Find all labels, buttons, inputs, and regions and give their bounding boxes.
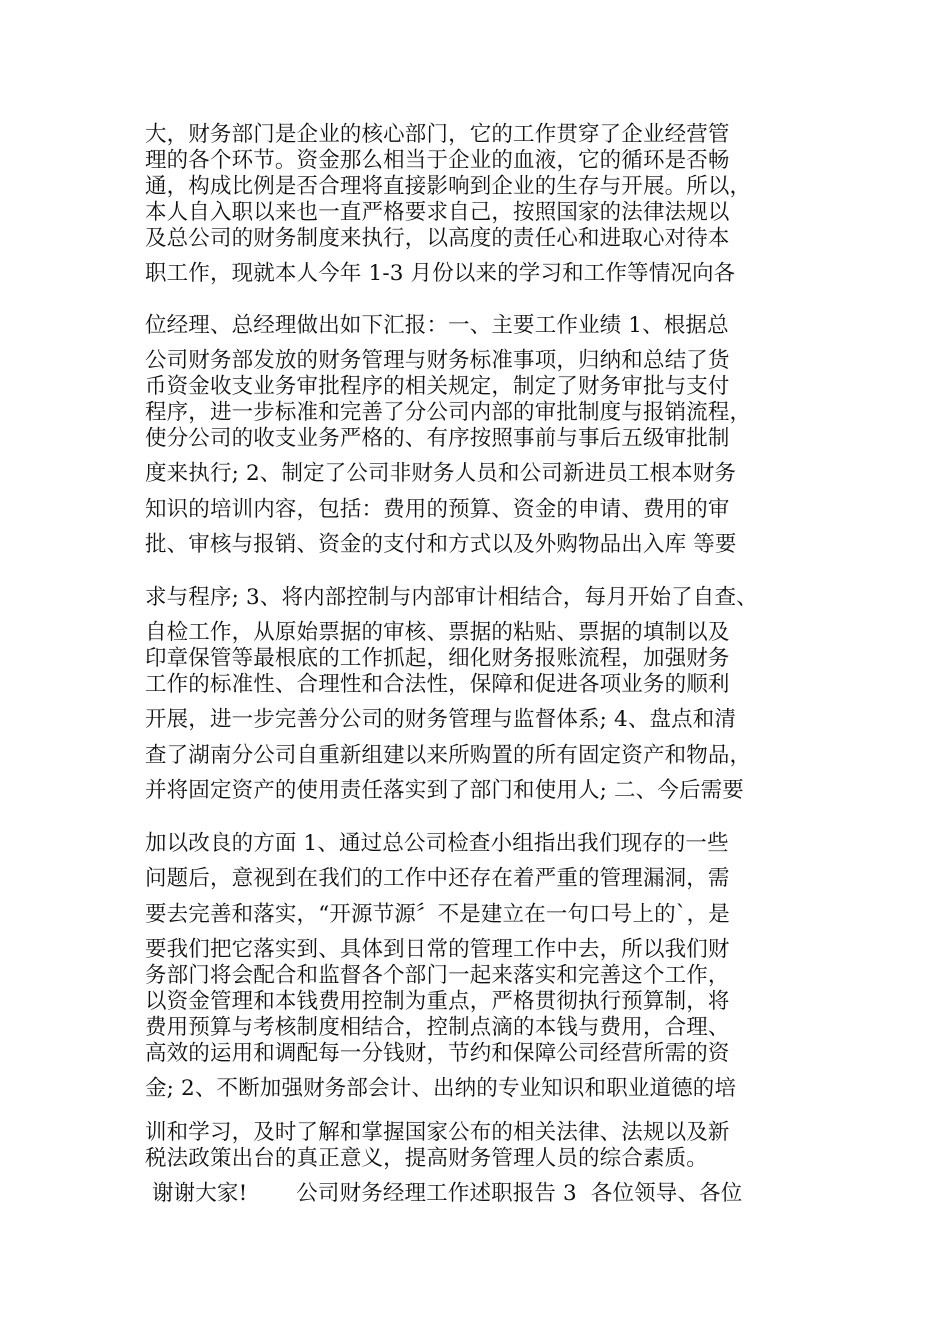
body-text-line: 问题后，意视到在我们的工作中还存在着严重的管理漏洞，需 <box>145 866 730 891</box>
body-text-line: 训和学习，及时了解和掌握国家公布的相关法律、法规以及新 <box>145 1120 730 1145</box>
body-text-line: 印章保管等最根底的工作抓起，细化财务报账流程，加强财务 <box>145 646 730 671</box>
body-text-line: 费用预算与考核制度相结合，控制点滴的本钱与费用，合理、 <box>145 1015 730 1040</box>
body-text-line: 务部门将会配合和监督各个部门一起来落实和完善这个工作， <box>145 963 730 988</box>
body-text-line: 要去完善和落实，“开源节源〞不是建立在一句口号上的`，是 <box>145 902 730 927</box>
body-text-line: 及总公司的财务制度来执行，以高度的责任心和进取心对待本 <box>145 226 730 251</box>
body-text-line: 金; 2、不断加强财务部会计、出纳的专业知识和职业道德的培 <box>145 1076 737 1101</box>
body-text-line: 以资金管理和本钱费用控制为重点，严格贯彻执行预算制，将 <box>145 989 730 1014</box>
body-text-line: 并将固定资产的使用责任落实到了部门和使用人; 二、今后需要 <box>145 778 744 803</box>
body-text-line: 高效的运用和调配每一分钱财，节约和保障公司经营所需的资 <box>145 1041 730 1066</box>
body-text-line: 知识的培训内容，包括：费用的预算、资金的申请、费用的审 <box>145 497 730 522</box>
body-text-line: 要我们把它落实到、具体到日常的管理工作中去，所以我们财 <box>145 937 730 962</box>
body-text-line: 大，财务部门是企业的核心部门，它的工作贯穿了企业经营管 <box>145 122 730 147</box>
body-text-line: 税法政策出台的真正意义，提高财务管理人员的综合素质。 <box>145 1146 708 1171</box>
body-text-line: 开展，进一步完善分公司的财务管理与监督体系; 4、盘点和清 <box>145 707 737 732</box>
body-text-line: 谢谢大家! 公司财务经理工作述职报告 3 各位领导、各位 <box>145 1181 743 1206</box>
body-text-line: 使分公司的收支业务严格的、有序按照事前与事后五级审批制 <box>145 426 730 451</box>
body-text-line: 本人自入职以来也一直严格要求自己，按照国家的法律法规以 <box>145 200 730 225</box>
body-text-line: 工作的标准性、合理性和合法性，保障和促进各项业务的顺利 <box>145 672 730 697</box>
body-text-line: 自检工作，从原始票据的审核、票据的粘贴、票据的填制以及 <box>145 620 730 645</box>
body-text-line: 程序，进一步标准和完善了分公司内部的审批制度与报销流程， <box>145 400 752 425</box>
body-text-line: 求与程序; 3、将内部控制与内部审计相结合，每月开始了自查、 <box>145 585 758 610</box>
body-text-line: 度来执行; 2、制定了公司非财务人员和公司新进员工根本财务 <box>145 461 737 486</box>
body-text-line: 查了湖南分公司自重新组建以来所购置的所有固定资产和物品， <box>145 743 752 768</box>
body-text-line: 职工作，现就本人今年 1-3 月份以来的学习和工作等情况向各 <box>145 261 736 286</box>
body-text-line: 理的各个环节。资金那么相当于企业的血液，它的循环是否畅 <box>145 148 730 173</box>
body-text-line: 币资金收支业务审批程序的相关规定，制定了财务审批与支付 <box>145 374 730 399</box>
body-text-line: 位经理、总经理做出如下汇报：一、主要工作业绩 1、根据总 <box>145 313 729 338</box>
body-text-line: 通，构成比例是否合理将直接影响到企业的生存与开展。所以， <box>145 174 752 199</box>
body-text-line: 公司财务部发放的财务管理与财务标准事项，归纳和总结了货 <box>145 348 730 373</box>
body-text-line: 加以改良的方面 1、通过总公司检查小组指出我们现存的一些 <box>145 831 729 856</box>
body-text-line: 批、审核与报销、资金的支付和方式以及外购物品出入库 等要 <box>145 532 737 557</box>
